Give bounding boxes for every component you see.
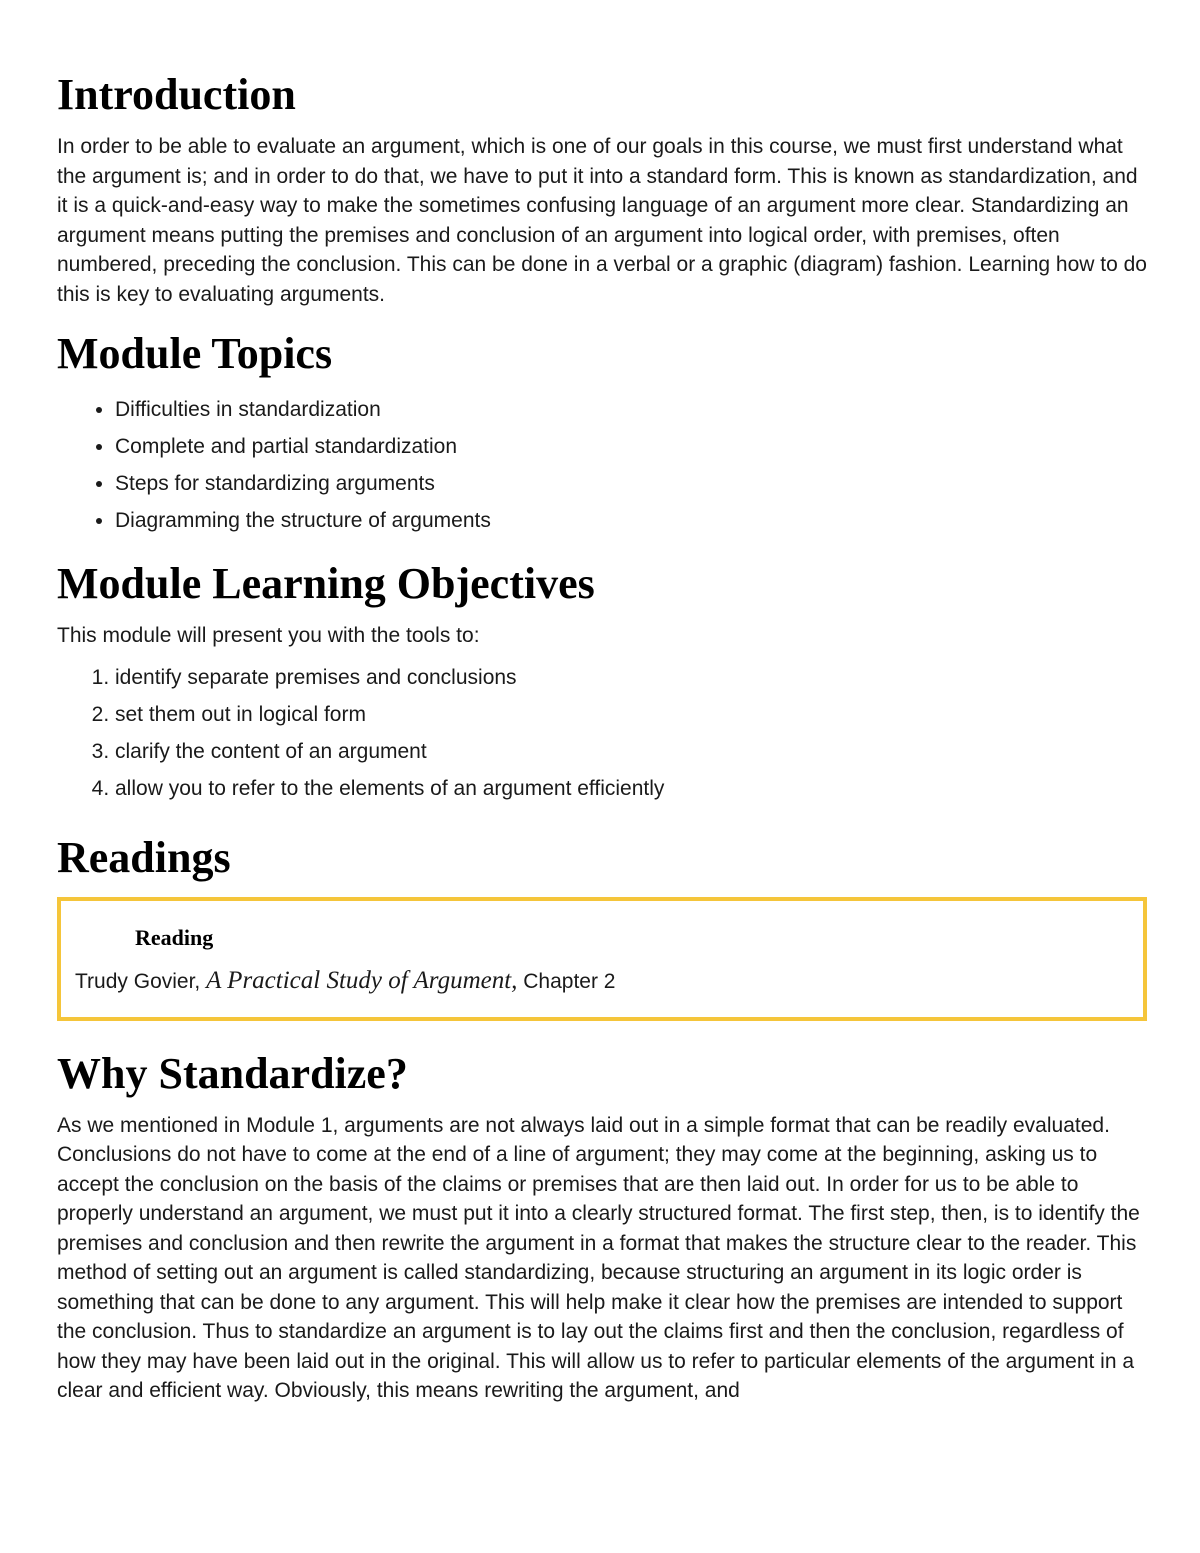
introduction-paragraph: In order to be able to evaluate an argument, which is one of our goals in this course, we must first understand what the argument is; and in order to do that, we have to put it into a standard form. This is known as standardization, and it is a quick-and-easy way to make the sometimes confusing language of an argument more clear. Standardizing an argument means putting the premises and conclusion of an argument into logical order, with premises, often numbered, preceding the conclusion. This can be done in a verbal or a graphic (diagram) fashion. Learning how to do this is key to evaluating arguments. [57, 135, 1147, 306]
list-item: • Complete and partial standardization [115, 428, 1147, 465]
why-standardize-heading: Why Standardize? [57, 1048, 408, 1098]
introduction-heading: Introduction [57, 70, 296, 119]
objectives-lead: This module will present you with the tools to: [57, 624, 480, 647]
list-item: 3. clarify the content of an argument [115, 733, 1147, 770]
reading-box-title: Reading [135, 924, 214, 950]
readings-heading: Readings [57, 832, 231, 882]
reading-chapter: Chapter 2 [523, 969, 616, 993]
reading-author: Trudy Govier, [75, 969, 201, 993]
reading-citation [75, 967, 1127, 995]
reading-callout-box [57, 897, 1147, 1021]
document-page [57, 68, 1147, 1406]
objectives-list [57, 659, 1147, 807]
list-item: 4. allow you to refer to the elements of an argument efficiently [115, 770, 1147, 807]
list-item: • Difficulties in standardization [115, 391, 1147, 428]
objectives-heading: Module Learning Objectives [57, 559, 595, 608]
list-item: 1. identify separate premises and conclusions [115, 659, 1147, 696]
module-topics-heading: Module Topics [57, 329, 333, 378]
why-standardize-paragraph: As we mentioned in Module 1, arguments are not always laid out in a simple format that can be readily evaluated. Conclusions do not have to come at the end of a line of argument; they may come at the beginning, asking us to accept the conclusion on the basis of the claims or premises that are then laid out. In order for us to be able to properly understand an argument, we must put it into a clearly structured format. The first step, then, is to identify the premises and conclusion and then rewrite the argument in a format that makes the structure clear to the reader. This method of setting out an argument is called standardizing, because structuring an argument in its logic order is something that can be done to any argument. This will help make it clear how the premises are intended to support the conclusion. Thus to standardize an argument is to lay out the claims first and then the conclusion, regardless of how they may have been laid out in the original. This will allow us to refer to particular elements of the argument in a clear and efficient way. Obviously, this means rewriting the argument, and [57, 1113, 1140, 1402]
list-item: • Steps for standardizing arguments [115, 465, 1147, 502]
module-topics-list [57, 391, 1147, 539]
list-item: • Diagramming the structure of arguments [115, 502, 1147, 539]
list-item: 2. set them out in logical form [115, 696, 1147, 733]
reading-book-title: A Practical Study of Argument, [206, 966, 518, 994]
